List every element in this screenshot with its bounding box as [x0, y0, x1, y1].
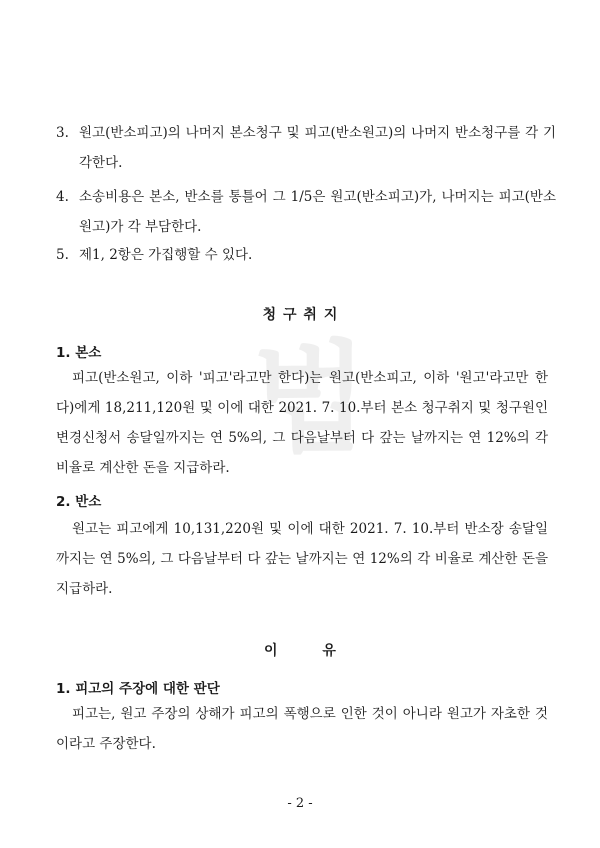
order-item-number: 4.	[56, 189, 69, 205]
main-claim-text: 피고(반소원고, 이하 '피고'라고만 한다)는 원고(반소피고, 이하 '원고'라고만 한다)에게 18,211,120원 및 이에 대한 2021. 7. 10.부터 본소 청구취지 및 청구원인 변경신청서 송달일까지는 연 5%의, 그 다음날부터 다 갚는 날까지는 연 12%의 각 비율로 계산한 돈을 지급하라.	[56, 370, 548, 476]
reason-section-title: 이 유	[264, 643, 336, 659]
order-item-text: 제1, 2항은 가집행할 수 있다.	[79, 247, 253, 263]
order-item-number: 5.	[56, 247, 69, 263]
page-number: - 2 -	[287, 796, 313, 811]
order-item-5	[56, 240, 556, 270]
reason-sub1-heading: 1. 피고의 주장에 대한 판단	[56, 681, 220, 697]
main-claim-heading: 1. 본소	[56, 345, 102, 361]
order-item-3	[56, 118, 556, 178]
watermark: 법	[252, 330, 368, 469]
order-item-number: 3.	[56, 125, 69, 141]
counter-claim-heading: 2. 반소	[56, 494, 102, 510]
order-item-text: 소송비용은 본소, 반소를 통틀어 그 1/5은 원고(반소피고)가, 나머지는 피고(반소원고)가 각 부담한다.	[79, 189, 556, 235]
order-item-text: 원고(반소피고)의 나머지 본소청구 및 피고(반소원고)의 나머지 반소청구를 각 기각한다.	[79, 125, 556, 171]
claim-section-title: 청 구 취 지	[262, 307, 338, 323]
order-item-4	[56, 182, 556, 242]
reason-sub1-text: 피고는, 원고 주장의 상해가 피고의 폭행으로 인한 것이 아니라 원고가 자초한 것이라고 주장한다.	[56, 706, 548, 752]
counter-claim-text: 원고는 피고에게 10,131,220원 및 이에 대한 2021. 7. 10.부터 반소장 송달일까지는 연 5%의, 그 다음날부터 다 갚는 날까지는 연 12%의 각 비율로 계산한 돈을 지급하라.	[56, 521, 548, 597]
